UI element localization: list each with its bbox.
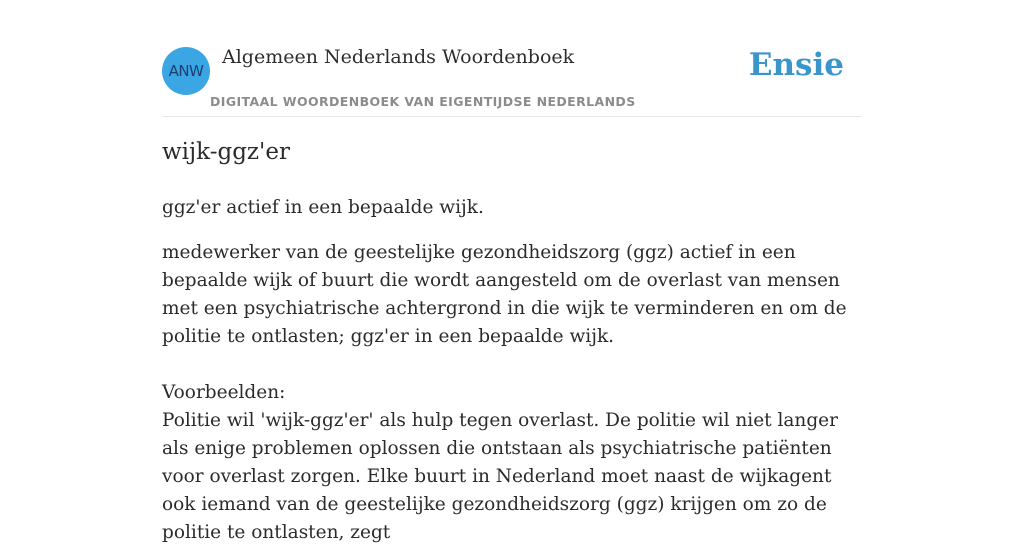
examples-label: Voorbeelden: — [162, 382, 286, 403]
page — [162, 0, 862, 543]
entry-long-definition: medewerker van de geestelijke gezondheidszorg (ggz) actief in een bepaalde wijk of buurt die wordt aangesteld om de overlast van mensen met een psychiatrische achtergrond in die wijk te verminderen en om de politie te ontlasten; ggz'er in een bepaalde wijk. — [162, 242, 847, 347]
anw-logo-text: ANW — [168, 62, 204, 80]
example-text: Politie wil 'wijk-ggz'er' als hulp tegen overlast. De politie wil niet langer als enige problemen oplossen die ontstaan als psychiatrische patiënten voor overlast zorgen. Elke buurt in Nederland moet naast de wijkagent ook iemand van de geestelijke gezondheidszorg (ggz) krijgen om zo de politie te ontlasten, zegt — [162, 410, 838, 543]
site-title[interactable]: Algemeen Nederlands Woordenboek — [222, 46, 575, 68]
entry-short-definition: ggz'er actief in een bepaalde wijk. — [162, 197, 484, 218]
ensie-brand-link[interactable]: Ensie — [748, 47, 844, 83]
entry-headword: wijk-ggz'er — [162, 139, 290, 165]
anw-logo[interactable] — [162, 47, 210, 95]
site-header — [162, 0, 862, 117]
site-subtitle: DIGITAAL WOORDENBOEK VAN EIGENTIJDSE NEDERLANDS — [210, 94, 636, 109]
